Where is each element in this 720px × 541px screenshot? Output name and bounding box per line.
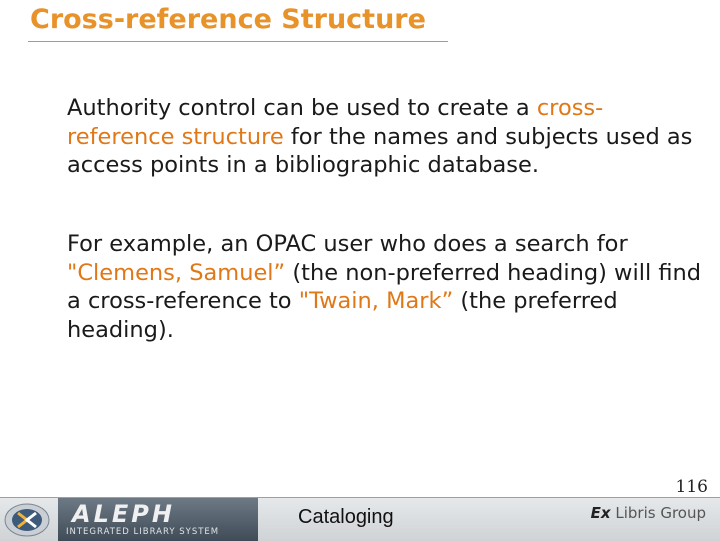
aleph-logo-word: ALEPH: [72, 500, 175, 528]
highlight-cross-reference-structure: cross-reference structure: [67, 95, 604, 150]
highlight-twain-mark: "Twain, Mark”: [298, 288, 454, 314]
page-number: 116: [675, 477, 708, 497]
aleph-logo: [58, 498, 258, 541]
highlight-clemens-samuel: "Clemens, Samuel”: [67, 259, 286, 286]
paragraph-authority-control: [67, 94, 707, 180]
ex-libris-logo-text: Libris Group: [610, 504, 706, 522]
paragraph2-text-3: (the preferred heading).: [67, 288, 618, 343]
footer-bar: [0, 497, 720, 541]
slide-title: Cross-reference Structure: [30, 4, 426, 35]
paragraph1-text-start: Authority control can be used to create a: [67, 95, 537, 121]
ex-libris-logo-ex: Ex: [590, 504, 611, 522]
paragraph2-text-2: (the non-preferred heading) will find a cross-reference to: [67, 259, 702, 314]
paragraph-example: [67, 230, 707, 344]
paragraph2-text-1: For example, an OPAC user who does a search for: [67, 231, 628, 257]
aleph-logo-subtitle: INTEGRATED LIBRARY SYSTEM: [66, 527, 220, 537]
paragraph1-text-end: for the names and subjects used as access points in a bibliographic database.: [67, 123, 693, 178]
ex-libris-group-logo: [591, 504, 706, 522]
ex-libris-emblem-icon: [2, 501, 52, 539]
footer-section-label: Cataloging: [298, 506, 394, 528]
title-underline: [28, 41, 448, 42]
